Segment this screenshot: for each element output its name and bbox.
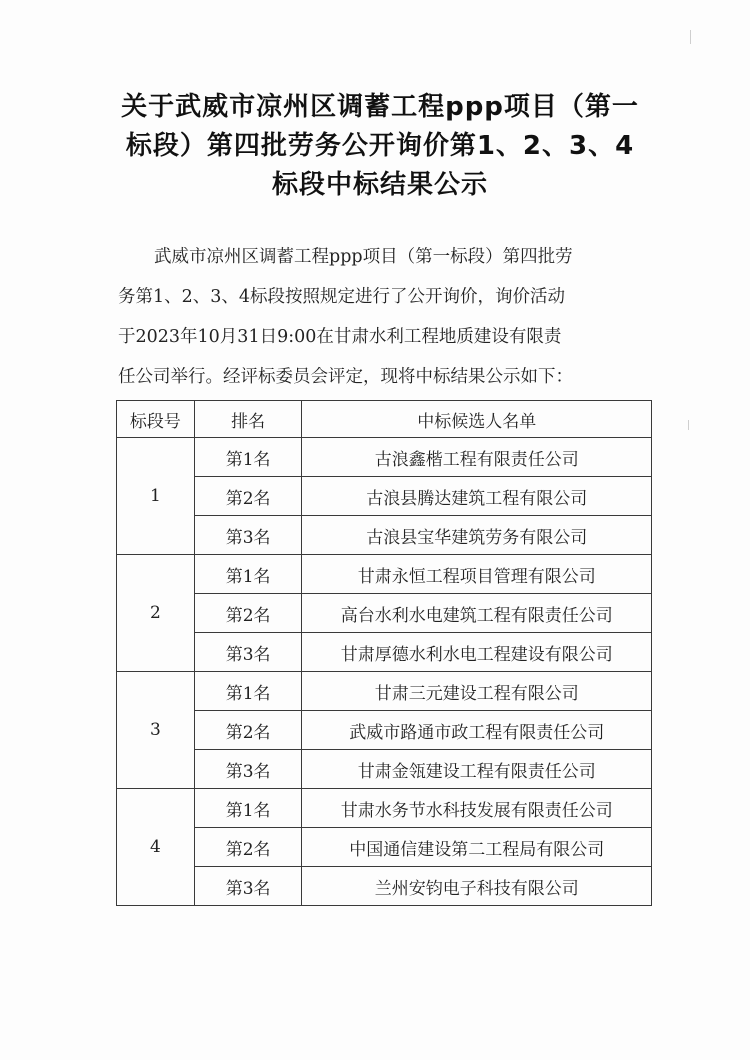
candidate-name-cell: 甘肃金瓴建设工程有限责任公司	[302, 750, 652, 789]
candidate-name-cell: 甘肃三元建设工程有限公司	[302, 672, 652, 711]
rank-cell: 第2名	[194, 711, 302, 750]
document-title	[100, 88, 660, 205]
candidate-name-cell: 古浪鑫楷工程有限责任公司	[302, 438, 652, 477]
paragraph-line: 务第1、2、3、4标段按照规定进行了公开询价，询价活动	[118, 287, 566, 307]
announcement-paragraph	[118, 237, 658, 397]
title-line: 标段中标结果公示	[271, 170, 488, 200]
scan-mark	[688, 420, 689, 430]
candidate-name-cell: 中国通信建设第二工程局有限公司	[302, 828, 652, 867]
rank-cell: 第1名	[194, 672, 302, 711]
paragraph-line: 武威市凉州区调蓄工程ppp项目（第一标段）第四批劳	[154, 247, 573, 267]
candidate-name-cell: 甘肃厚德水利水电工程建设有限公司	[302, 633, 652, 672]
candidate-name-cell: 甘肃水务节水科技发展有限责任公司	[302, 789, 652, 828]
rank-cell: 第2名	[194, 594, 302, 633]
table-row	[117, 516, 652, 555]
segment-number-cell: 1	[117, 438, 195, 555]
rank-cell: 第1名	[194, 555, 302, 594]
table-row	[117, 711, 652, 750]
header-rank: 排名	[194, 401, 302, 438]
candidate-name-cell: 高台水利水电建筑工程有限责任公司	[302, 594, 652, 633]
header-candidate-name: 中标候选人名单	[302, 401, 652, 438]
table-row	[117, 594, 652, 633]
table-row	[117, 750, 652, 789]
table-row	[117, 828, 652, 867]
segment-number-cell: 2	[117, 555, 195, 672]
winning-bidders-table	[116, 400, 652, 906]
rank-cell: 第3名	[194, 633, 302, 672]
rank-cell: 第1名	[194, 438, 302, 477]
rank-cell: 第3名	[194, 750, 302, 789]
table-row	[117, 789, 652, 828]
rank-cell: 第1名	[194, 789, 302, 828]
segment-number-cell: 3	[117, 672, 195, 789]
rank-cell: 第2名	[194, 828, 302, 867]
table-row	[117, 477, 652, 516]
candidate-name-cell: 武威市路通市政工程有限责任公司	[302, 711, 652, 750]
candidate-name-cell: 兰州安钧电子科技有限公司	[302, 867, 652, 906]
table-row	[117, 438, 652, 477]
candidate-name-cell: 甘肃永恒工程项目管理有限公司	[302, 555, 652, 594]
rank-cell: 第3名	[194, 867, 302, 906]
candidate-name-cell: 古浪县宝华建筑劳务有限公司	[302, 516, 652, 555]
segment-number-cell: 4	[117, 789, 195, 906]
header-segment-number: 标段号	[117, 401, 195, 438]
table-row	[117, 672, 652, 711]
paragraph-line: 于2023年10月31日9:00在甘肃水利工程地质建设有限责	[118, 327, 562, 347]
candidate-name-cell: 古浪县腾达建筑工程有限公司	[302, 477, 652, 516]
scan-mark	[690, 30, 691, 44]
rank-cell: 第3名	[194, 516, 302, 555]
table-row	[117, 867, 652, 906]
title-line: 关于武威市凉州区调蓄工程ppp项目（第一	[121, 92, 639, 122]
paragraph-line: 任公司举行。经评标委员会评定，现将中标结果公示如下：	[118, 367, 573, 387]
table-row	[117, 555, 652, 594]
title-line: 标段）第四批劳务公开询价第1、2、3、4	[125, 131, 635, 161]
table-row	[117, 633, 652, 672]
rank-cell: 第2名	[194, 477, 302, 516]
table-header-row	[117, 401, 652, 438]
